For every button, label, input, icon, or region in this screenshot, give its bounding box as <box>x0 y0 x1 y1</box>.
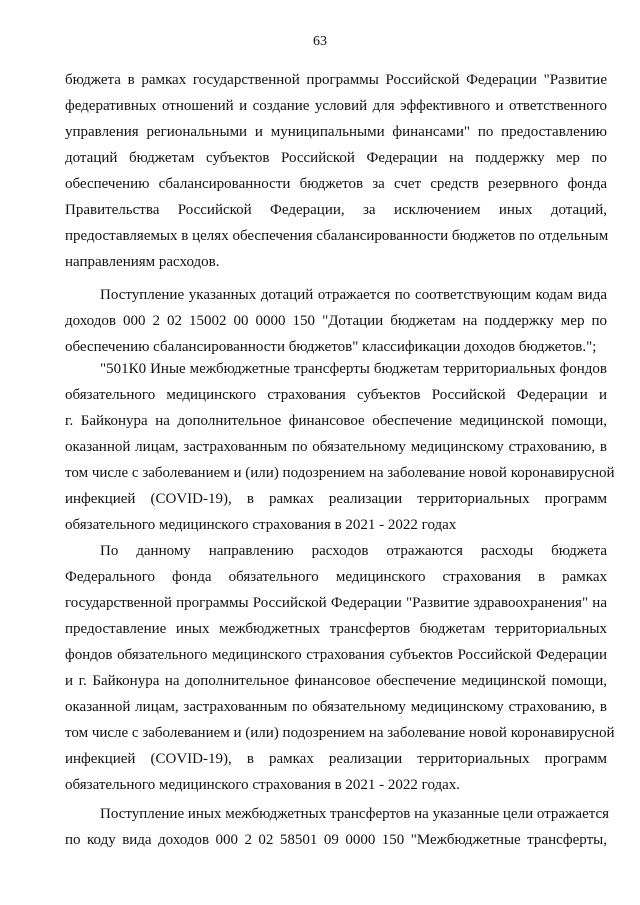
text-line: обеспечению сбалансированности бюджетов за счет средств резервного фонда <box>65 176 607 192</box>
text-line: Федерального фонда обязательного медицинского страхования в рамках <box>65 569 607 585</box>
text-line: предоставление иных межбюджетных трансфертов бюджетам территориальных <box>65 621 607 637</box>
text-line: дотаций бюджетам субъектов Российской Федерации на поддержку мер по <box>65 150 607 166</box>
text-line: направлениям расходов. <box>65 254 220 270</box>
text-line: инфекцией (COVID-19), в рамках реализации территориальных программ <box>65 491 607 507</box>
text-line: фондов обязательного медицинского страхования субъектов Российской Федерации <box>65 647 607 663</box>
text-line: инфекцией (COVID-19), в рамках реализации территориальных программ <box>65 751 607 767</box>
text-line: обязательного медицинского страхования в 2021 - 2022 годах <box>65 517 457 533</box>
text-line: г. Байконура на дополнительное финансовое обеспечение медицинской помощи, <box>65 413 607 429</box>
text-line: по коду вида доходов 000 2 02 58501 09 0000 150 "Межбюджетные трансферты, <box>65 832 607 848</box>
text-line: По данному направлению расходов отражаются расходы бюджета <box>100 543 607 559</box>
text-line: оказанной лицам, застрахованным по обязательному медицинскому страхованию, в <box>65 439 607 455</box>
text-line: доходов 000 2 02 15002 00 0000 150 "Дотации бюджетам на поддержку мер по <box>65 313 607 329</box>
text-line: обеспечению сбалансированности бюджетов" классификации доходов бюджетов."; <box>65 339 597 355</box>
text-line: Правительства Российской Федерации, за исключением иных дотаций, <box>65 202 607 218</box>
text-line: Поступление указанных дотаций отражается по соответствующим кодам вида <box>100 287 607 303</box>
text-line: управления региональными и муниципальными финансами" по предоставлению <box>65 124 607 140</box>
text-line: Поступление иных межбюджетных трансфертов на указанные цели отражается <box>100 806 610 822</box>
text-line: обязательного медицинского страхования в 2021 - 2022 годах. <box>65 777 461 793</box>
text-line: государственной программы Российской Федерации "Развитие здравоохранения" на <box>65 595 607 611</box>
text-line: федеративных отношений и создание условий для эффективного и ответственного <box>65 98 607 114</box>
text-line: обязательного медицинского страхования субъектов Российской Федерации и <box>65 387 607 403</box>
text-line: том числе с заболеванием и (или) подозрением на заболевание новой коронавирусной <box>65 465 615 481</box>
text-line: предоставляемых в целях обеспечения сбалансированности бюджетов по отдельным <box>65 228 609 244</box>
text-line: том числе с заболеванием и (или) подозрением на заболевание новой коронавирусной <box>65 725 615 741</box>
text-line: и г. Байконура на дополнительное финансовое обеспечение медицинской помощи, <box>65 673 607 689</box>
text-line: бюджета в рамках государственной программы Российской Федерации "Развитие <box>65 72 607 88</box>
page-number: 63 <box>313 34 327 49</box>
text-line: оказанной лицам, застрахованным по обязательному медицинскому страхованию, в <box>65 699 607 715</box>
text-line: "501К0 Иные межбюджетные трансферты бюджетам территориальных фондов <box>100 361 607 377</box>
